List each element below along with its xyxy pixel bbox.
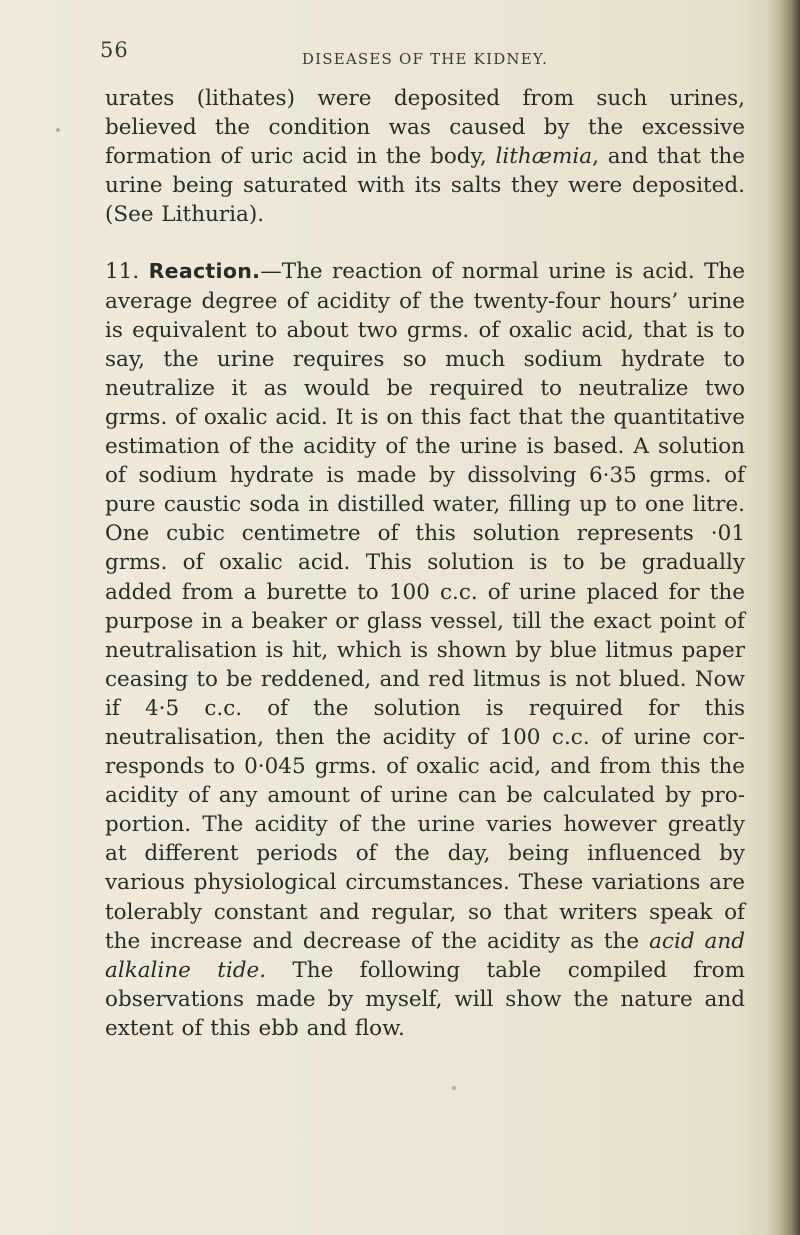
paragraph-text: urates (lithates) were deposited from such urines, believed the condition was caused by the excessive formation of uric acid in the body, [105, 86, 745, 170]
italic-term-lithaemia: lithæmia [495, 144, 593, 170]
paper-speck [56, 128, 60, 132]
page-number: 56 [100, 38, 129, 62]
paragraph-text: The following table compiled from observations made by myself, will show the nature and extent of this ebb and flow. [105, 957, 745, 1041]
italic-phrase-tide: acid and alkaline tide. [105, 928, 745, 983]
body-text [105, 84, 745, 1043]
section-number: 11. [105, 259, 140, 285]
paragraph-text: , and that the urine being saturated with its salts they were deposited. (See Lithuria). [105, 144, 745, 228]
running-head: DISEASES OF THE KIDNEY. [301, 50, 549, 68]
paragraph-lithuria [105, 84, 745, 229]
paragraph-reaction [105, 257, 745, 1043]
paragraph-text: The reaction of normal urine is acid. The average degree of acidity of the twenty-four hours’ urine is equivalent to about two grms. of oxalic acid, that is to say, the urine requires so much sodium hydrate to neutralize it as would be required to neutralize two grms. of oxalic acid. It is on this fact that the quantitative estimation of the acidity of the urine is based. A solution of sodium hydrate is made by dissolving 6·35 grms. of pure caustic soda in distilled water, filling up to one litre. One cubic centimetre of this solution represents ·01 grms. of oxalic acid. This solution is to be gradually added from a burette to 100 c.c. of urine placed for the purpose in a beaker or glass vessel, till the exact point of neutralisation is hit, which is shown by blue litmus paper ceasing to be reddened, and red litmus is not blued. Now if 4·5 c.c. of the solution is required for this neutralisation, then the acidity of 100 c.c. of urine corresponds to 0·045 grms. of oxalic acid, and from this the acidity of any amount of urine can be calculated by proportion. The acidity of the urine varies however greatly at different periods of the day, being influenced by various physiological circumstances. These variations are tolerably constant and regular, so that writers speak of the increase and decrease of the acidity as the [105, 259, 745, 954]
section-title: Reaction. [148, 259, 261, 284]
page-edge-shadow [766, 0, 800, 1235]
em-dash: — [260, 259, 282, 285]
paper-speck [452, 1086, 456, 1090]
page-header [100, 38, 750, 72]
